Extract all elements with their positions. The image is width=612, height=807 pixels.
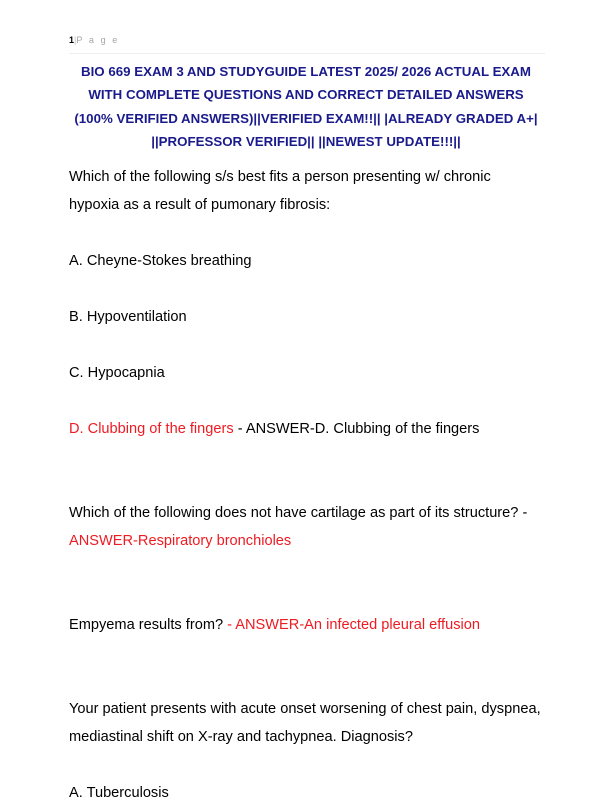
question-1-answer-text: - ANSWER-D. Clubbing of the fingers — [233, 420, 480, 437]
paragraph-gap — [69, 275, 543, 303]
paragraph-gap — [69, 751, 543, 779]
question-3-text: Empyema results from? — [69, 616, 228, 633]
paragraph-gap — [69, 639, 543, 667]
paragraph-gap — [69, 555, 543, 583]
question-2 — [69, 499, 543, 555]
paragraph-gap — [69, 331, 543, 359]
page-header-label: P a g e — [76, 35, 120, 45]
question-3-answer: - ANSWER-An infected pleural effusion — [227, 616, 480, 633]
page-header-separator: | — [74, 35, 77, 45]
question-2-text: Which of the following does not have cartilage as part of its structure? - — [69, 504, 528, 521]
question-1-option-d — [69, 415, 543, 443]
paragraph-gap — [69, 471, 543, 499]
page-header — [69, 34, 543, 46]
document-title: BIO 669 EXAM 3 AND STUDYGUIDE LATEST 2025/ 2026 ACTUAL EXAM WITH COMPLETE QUESTIONS AND CORRECT DETAILED ANSWERS (100% VERIFIED ANSWERS)||VERIFIED EXAM!!|| |ALREADY GRADED A+| ||PROFESSOR VERIFIED|| ||NEWEST UPDATE!!!|| — [74, 64, 538, 150]
question-2-answer: ANSWER-Respiratory bronchioles — [69, 532, 292, 549]
header-divider — [69, 53, 545, 54]
question-1-option-c: C. Hypocapnia — [69, 364, 165, 381]
paragraph-gap — [69, 387, 543, 415]
document-content — [69, 60, 543, 807]
question-1-option-b: B. Hypoventilation — [69, 308, 187, 325]
paragraph-gap — [69, 443, 543, 471]
paragraph-gap — [69, 667, 543, 695]
page-header-text — [69, 34, 543, 46]
paragraph-gap — [69, 583, 543, 611]
question-1-option-a: A. Cheyne-Stokes breathing — [69, 252, 252, 269]
question-3 — [69, 611, 543, 639]
question-4-option-a: A. Tuberculosis — [69, 784, 169, 801]
question-1-stem: Which of the following s/s best fits a person presenting w/ chronic hypoxia as a result of pumonary fibrosis: — [69, 168, 491, 213]
question-4-stem: Your patient presents with acute onset worsening of chest pain, dyspnea, mediastinal shift on X-ray and tachypnea. Diagnosis? — [69, 700, 541, 745]
question-1-answer-highlight: D. Clubbing of the fingers — [69, 420, 234, 437]
page-number: 1 — [69, 35, 75, 45]
paragraph-gap — [69, 219, 543, 247]
